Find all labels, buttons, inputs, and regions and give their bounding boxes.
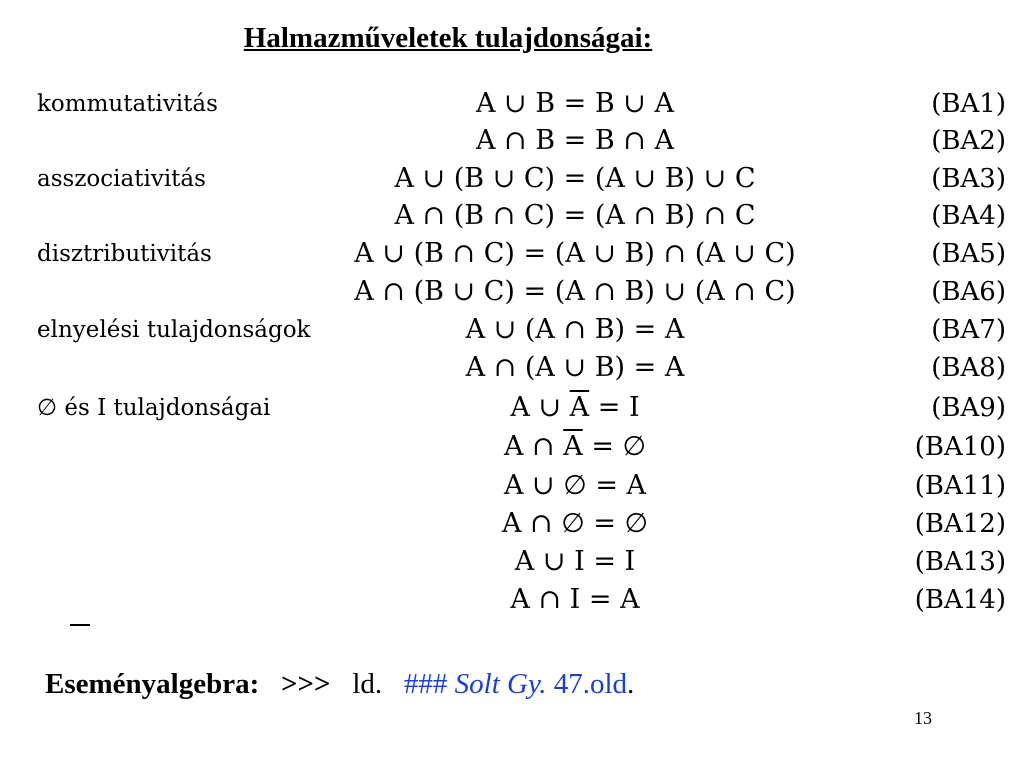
slide-title: Halmazműveletek tulajdonságai:: [243, 22, 653, 54]
formula: A ∪ B = B ∪ A: [475, 88, 675, 119]
property-row: [0, 505, 1024, 543]
formula: A ∩ (A ∪ B) = A: [465, 352, 685, 383]
equation-tag: (BA6): [931, 277, 1006, 307]
equation-tag: (BA10): [914, 432, 1006, 462]
equation-tag: (BA12): [914, 509, 1006, 539]
formula: A ∩ I = A: [510, 584, 640, 615]
property-row: [0, 349, 1024, 387]
equation-tag: (BA1): [931, 89, 1006, 119]
formula: A ∩ (B ∪ C) = (A ∩ B) ∪ (A ∩ C): [354, 276, 796, 307]
formula-part: A ∩: [503, 431, 564, 462]
footer-heading: Eseményalgebra:: [45, 668, 260, 700]
property-label: disztributivitás: [37, 241, 212, 267]
complement-symbol: $\overline{A}$: [569, 392, 590, 423]
page-number: 13: [914, 708, 932, 728]
equation-tag: (BA7): [931, 315, 1006, 345]
footer-ld: ld.: [352, 668, 383, 700]
formula: [290, 389, 860, 427]
equation-tag: (BA11): [914, 471, 1006, 501]
property-row: [0, 311, 1024, 349]
formula: A ∪ ∅ = A: [503, 470, 647, 501]
property-label: kommutativitás: [37, 91, 218, 117]
property-row: [0, 160, 1024, 198]
equation-tag: (BA13): [914, 547, 1006, 577]
footer-period: .: [627, 668, 635, 700]
property-row: [0, 428, 1024, 466]
equation-tag: (BA4): [931, 201, 1006, 231]
property-row: [0, 85, 1024, 123]
formula-part: = ∅: [582, 431, 647, 462]
property-row: [0, 122, 1024, 160]
formula: A ∩ ∅ = ∅: [501, 508, 649, 539]
equation-tag: (BA3): [931, 164, 1006, 194]
equation-tag: (BA2): [931, 126, 1006, 156]
formula: A ∩ B = B ∩ A: [475, 125, 675, 156]
footer-line: [45, 668, 634, 701]
property-row: [0, 235, 1024, 273]
formula: A ∩ (B ∩ C) = (A ∩ B) ∩ C: [394, 200, 756, 231]
property-label: elnyelési tulajdonságok: [37, 317, 311, 343]
property-row: [0, 467, 1024, 505]
property-label: asszociativitás: [37, 166, 206, 192]
property-row: [0, 543, 1024, 581]
equation-tag: (BA14): [914, 585, 1006, 615]
formula-part: A ∪: [510, 392, 570, 423]
equation-tag: (BA5): [931, 239, 1006, 269]
reference-author: Solt Gy.: [454, 668, 547, 700]
reference-link[interactable]: [404, 668, 627, 700]
equation-tag: (BA8): [931, 353, 1006, 383]
property-label: ∅ és I tulajdonságai: [37, 395, 271, 421]
formula-part: = I: [589, 392, 640, 423]
property-row: [0, 581, 1024, 619]
formula: [290, 428, 860, 466]
reference-hashes: ###: [403, 668, 448, 700]
formula: A ∪ (A ∩ B) = A: [465, 314, 685, 345]
property-row: [0, 389, 1024, 427]
equation-tag: (BA9): [931, 393, 1006, 423]
formula: A ∪ I = I: [514, 546, 636, 577]
footer-arrows: >>>: [281, 668, 331, 700]
overline-fragment: [70, 624, 90, 626]
property-row: [0, 197, 1024, 235]
reference-page: 47.old: [553, 668, 628, 700]
formula: A ∪ (B ∪ C) = (A ∪ B) ∪ C: [394, 163, 756, 194]
property-row: [0, 273, 1024, 311]
formula: A ∪ (B ∩ C) = (A ∪ B) ∩ (A ∪ C): [354, 238, 796, 269]
complement-symbol: $\overline{A}$: [563, 431, 583, 462]
